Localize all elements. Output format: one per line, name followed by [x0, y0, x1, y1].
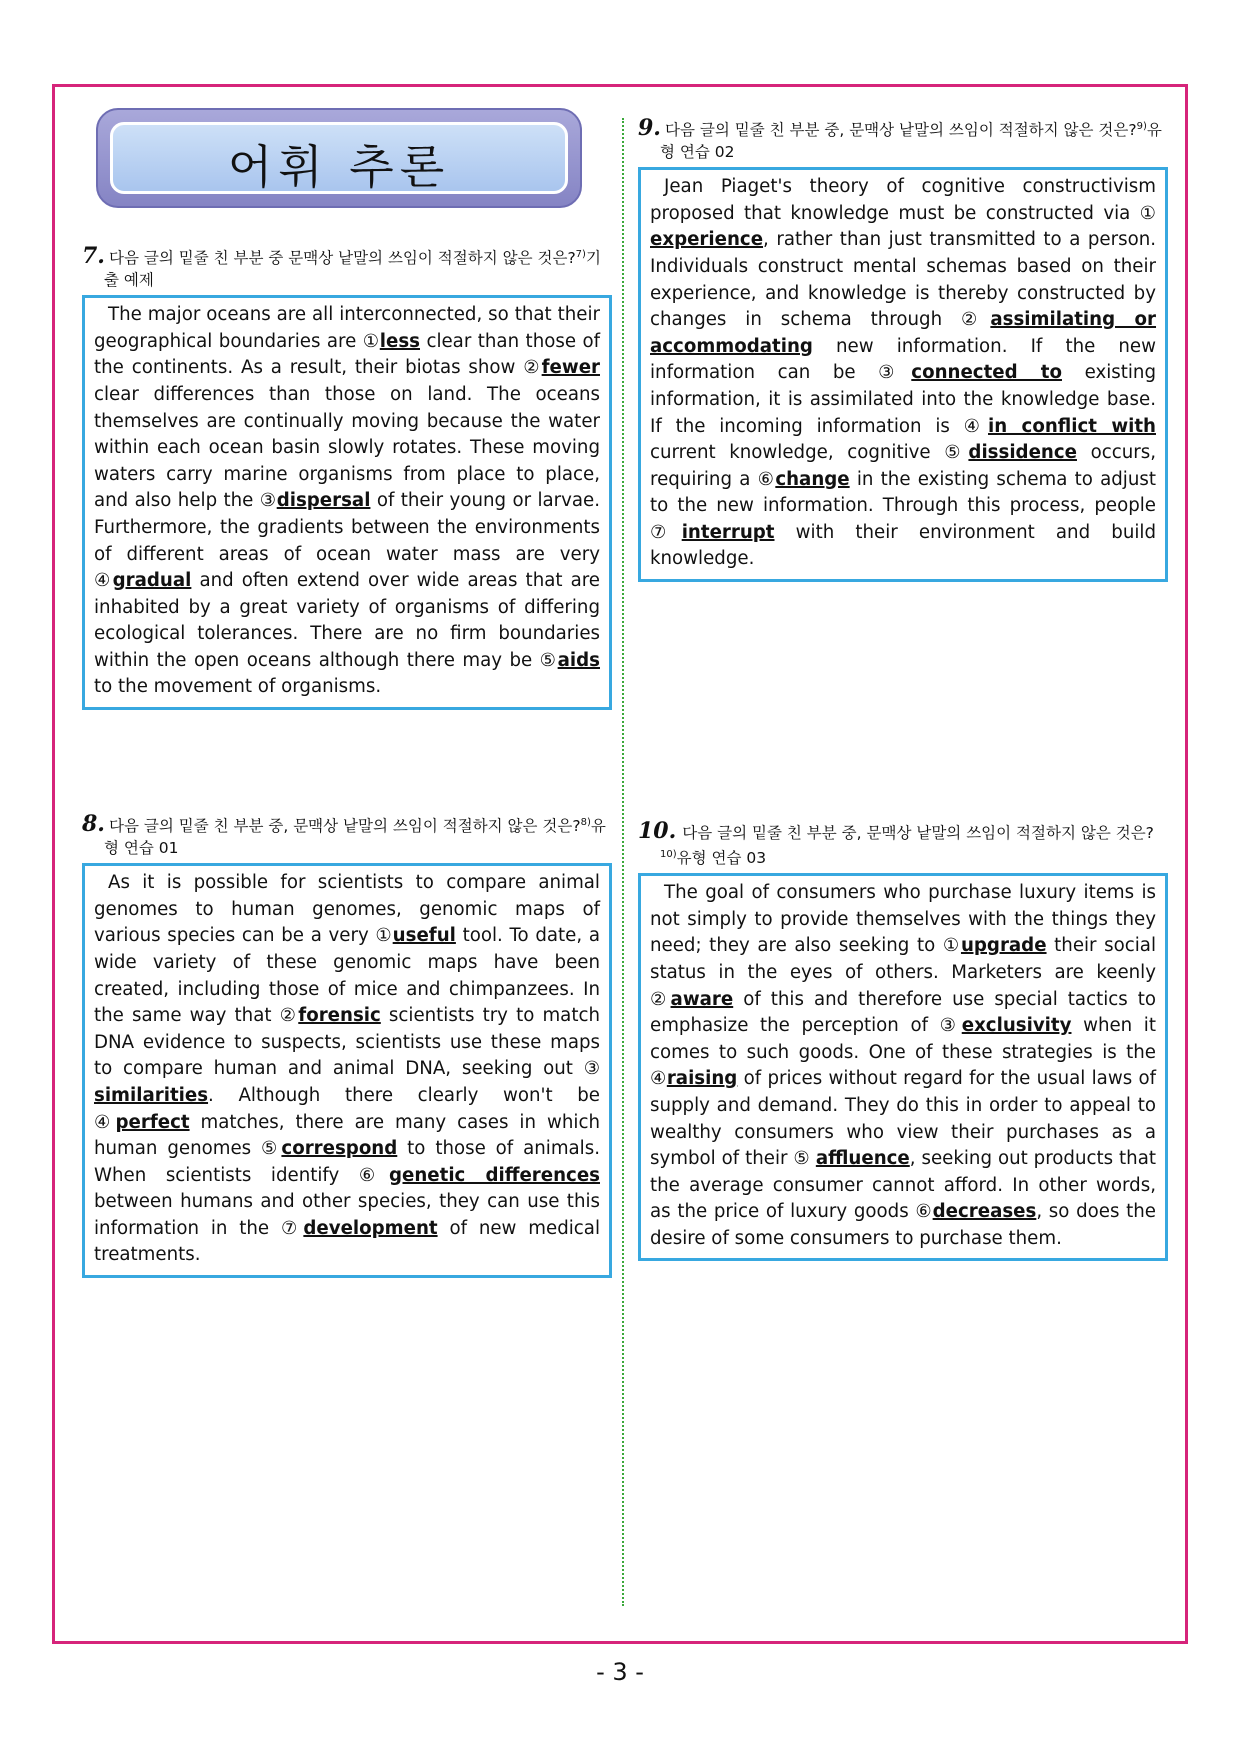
underlined-choice: gradual — [112, 570, 192, 592]
page-number: - 3 - — [596, 1658, 644, 1686]
passage-segment: The major oceans are all interconnected, so that their geographical boundaries are ① — [94, 304, 600, 352]
passage-segment: As it is possible for scientists to compare animal genomes to human genomes, genomic maps of various species can be a very ① — [94, 872, 600, 947]
passage-segment: The goal of consumers who purchase luxury items is not simply to provide themselves with the things they need; they are also seeking to ① — [650, 882, 1156, 957]
passage-text — [650, 880, 1156, 1252]
passage-segment: current knowledge, cognitive ⑤ — [650, 442, 969, 464]
passage-segment: between humans and other species, they can use this information in the ⑦ — [94, 1191, 600, 1239]
passage-segment: tool. To date, a wide variety of these genomic maps have been created, including those of mice and chimpanzees. In the same way that ② — [94, 925, 600, 1027]
passage-segment: , seeking out products that the average consumer cannot afford. In other words, as the price of luxury goods ⑥ — [650, 1148, 1156, 1223]
underlined-choice: less — [379, 330, 420, 352]
question-header — [638, 820, 1168, 869]
underlined-choice: dispersal — [276, 490, 371, 512]
passage-box — [82, 863, 612, 1278]
question-tag: 유형 연습 02 — [660, 121, 1162, 162]
passage-box — [638, 873, 1168, 1261]
question-number: 9. — [638, 115, 661, 142]
underlined-choice: connected to — [911, 362, 1062, 384]
passage-text — [650, 174, 1156, 573]
passage-segment: to the movement of organisms. — [94, 676, 382, 698]
underlined-choice: experience — [650, 229, 764, 251]
passage-segment: and often extend over wide areas that are inhabited by a great variety of organisms of differing ecological tolerances. There are no firm boundaries within the open oceans although there may be ⑤ — [94, 570, 600, 671]
underlined-choice: development — [303, 1217, 438, 1239]
question-number: 10. — [638, 818, 677, 844]
passage-segment: existing information, it is assimilated into the knowledge base. If the incoming information is ④ — [650, 362, 1157, 437]
question-prompt: 다음 글의 밑줄 친 부분 중 문맥상 낱말의 쓰임이 적절하지 않은 것은? — [108, 249, 576, 268]
passage-segment: Jean Piaget's theory of cognitive constructivism proposed that knowledge must be constructed via ① — [650, 176, 1156, 224]
passage-segment: scientists try to match DNA evidence to suspects, scientists use these maps to compare human and animal DNA, seeking out ③ — [94, 1005, 600, 1080]
column-divider — [622, 118, 624, 1606]
passage-segment: . Although there clearly won't be ④ — [94, 1084, 600, 1133]
question-prompt: 다음 글의 밑줄 친 부분 중, 문맥상 낱말의 쓰임이 적절하지 않은 것은? — [682, 824, 1154, 842]
underlined-choice: correspond — [281, 1138, 398, 1160]
underlined-choice: aids — [557, 649, 600, 671]
footnote-marker: 9) — [1136, 121, 1147, 132]
passage-segment: , so does the desire of some consumers to purchase them. — [650, 1201, 1156, 1249]
underlined-choice: fewer — [541, 357, 600, 379]
underlined-choice: perfect — [115, 1111, 190, 1133]
underlined-choice: dissidence — [968, 442, 1077, 464]
passage-segment: clear differences than those on land. The oceans themselves are continually moving because the water within each ocean basin slowly rotates. These moving waters carry marine organisms from place to place, and also help the ③ — [94, 383, 600, 512]
page-title: 어휘 추론 — [227, 140, 451, 194]
passage-box — [82, 295, 612, 710]
footnote-marker: 7) — [575, 249, 586, 260]
passage-segment: of prices without regard for the usual laws of supply and demand. They do this in order to appeal to wealthy consumers who view their purchases as a symbol of their ⑤ — [650, 1068, 1156, 1170]
footnote-marker: 10) — [660, 849, 677, 860]
passage-segment: to those of animals. When scientists identify ⑥ — [94, 1138, 600, 1186]
title-banner — [96, 108, 582, 208]
underlined-choice: exclusivity — [961, 1015, 1072, 1037]
underlined-choice: assimilating or accommodating — [650, 309, 1157, 357]
underlined-choice: decreases — [932, 1201, 1037, 1223]
question-9 — [638, 116, 1168, 582]
underlined-choice: useful — [392, 925, 456, 947]
underlined-choice: change — [775, 468, 850, 490]
passage-segment: , rather than just transmitted to a person. Individuals construct mental schemas based on their experience, and knowledge is thereby constructed by changes in schema through ② — [650, 229, 1156, 331]
passage-segment: occurs, requiring a ⑥ — [650, 442, 1157, 490]
passage-segment: their social status in the eyes of others. Marketers are keenly ② — [650, 935, 1156, 1010]
question-number: 8. — [82, 811, 105, 838]
question-prompt: 다음 글의 밑줄 친 부분 중, 문맥상 낱말의 쓰임이 적절하지 않은 것은? — [108, 817, 581, 836]
underlined-choice: in conflict with — [988, 415, 1156, 437]
underlined-choice: genetic differences — [388, 1164, 600, 1186]
footnote-marker: 8) — [580, 817, 591, 828]
question-10 — [638, 820, 1168, 1261]
underlined-choice: aware — [670, 988, 734, 1010]
question-header — [82, 812, 612, 859]
underlined-choice: similarities — [94, 1084, 209, 1106]
passage-text — [94, 870, 600, 1269]
question-prompt: 다음 글의 밑줄 친 부분 중, 문맥상 낱말의 쓰임이 적절하지 않은 것은? — [664, 121, 1137, 140]
question-tag: 유형 연습 01 — [104, 817, 606, 858]
passage-text — [94, 302, 600, 701]
question-number: 7. — [82, 243, 105, 270]
passage-segment: with their environment and build knowledge. — [650, 521, 1157, 570]
question-7 — [82, 244, 612, 710]
question-header — [82, 244, 612, 291]
underlined-choice: interrupt — [681, 521, 775, 543]
passage-segment: of this and therefore use special tactics to emphasize the perception of ③ — [650, 988, 1156, 1037]
passage-box — [638, 167, 1168, 582]
question-8 — [82, 812, 612, 1278]
question-header — [638, 116, 1168, 163]
passage-segment: new information. If the new information can be ③ — [650, 335, 1156, 384]
underlined-choice: affluence — [815, 1148, 910, 1170]
passage-segment: when it comes to such goods. One of these strategies is the ④ — [650, 1015, 1156, 1090]
question-tag: 기출 예제 — [104, 249, 601, 290]
question-tag: 유형 연습 03 — [676, 849, 767, 868]
underlined-choice: forensic — [298, 1005, 381, 1027]
passage-segment: of their young or larvae. Furthermore, the gradients between the environments of different areas of ocean water mass are very ④ — [94, 490, 600, 592]
passage-segment: of new medical treatments. — [94, 1217, 600, 1266]
title-banner-inner — [110, 122, 568, 194]
passage-segment: in the existing schema to adjust to the new information. Through this process, people ⑦ — [650, 468, 1156, 543]
underlined-choice: raising — [666, 1068, 738, 1090]
underlined-choice: upgrade — [960, 935, 1047, 957]
passage-segment: clear than those of the continents. As a result, their biotas show ② — [94, 330, 600, 379]
passage-segment: matches, there are many cases in which human genomes ⑤ — [94, 1111, 600, 1160]
